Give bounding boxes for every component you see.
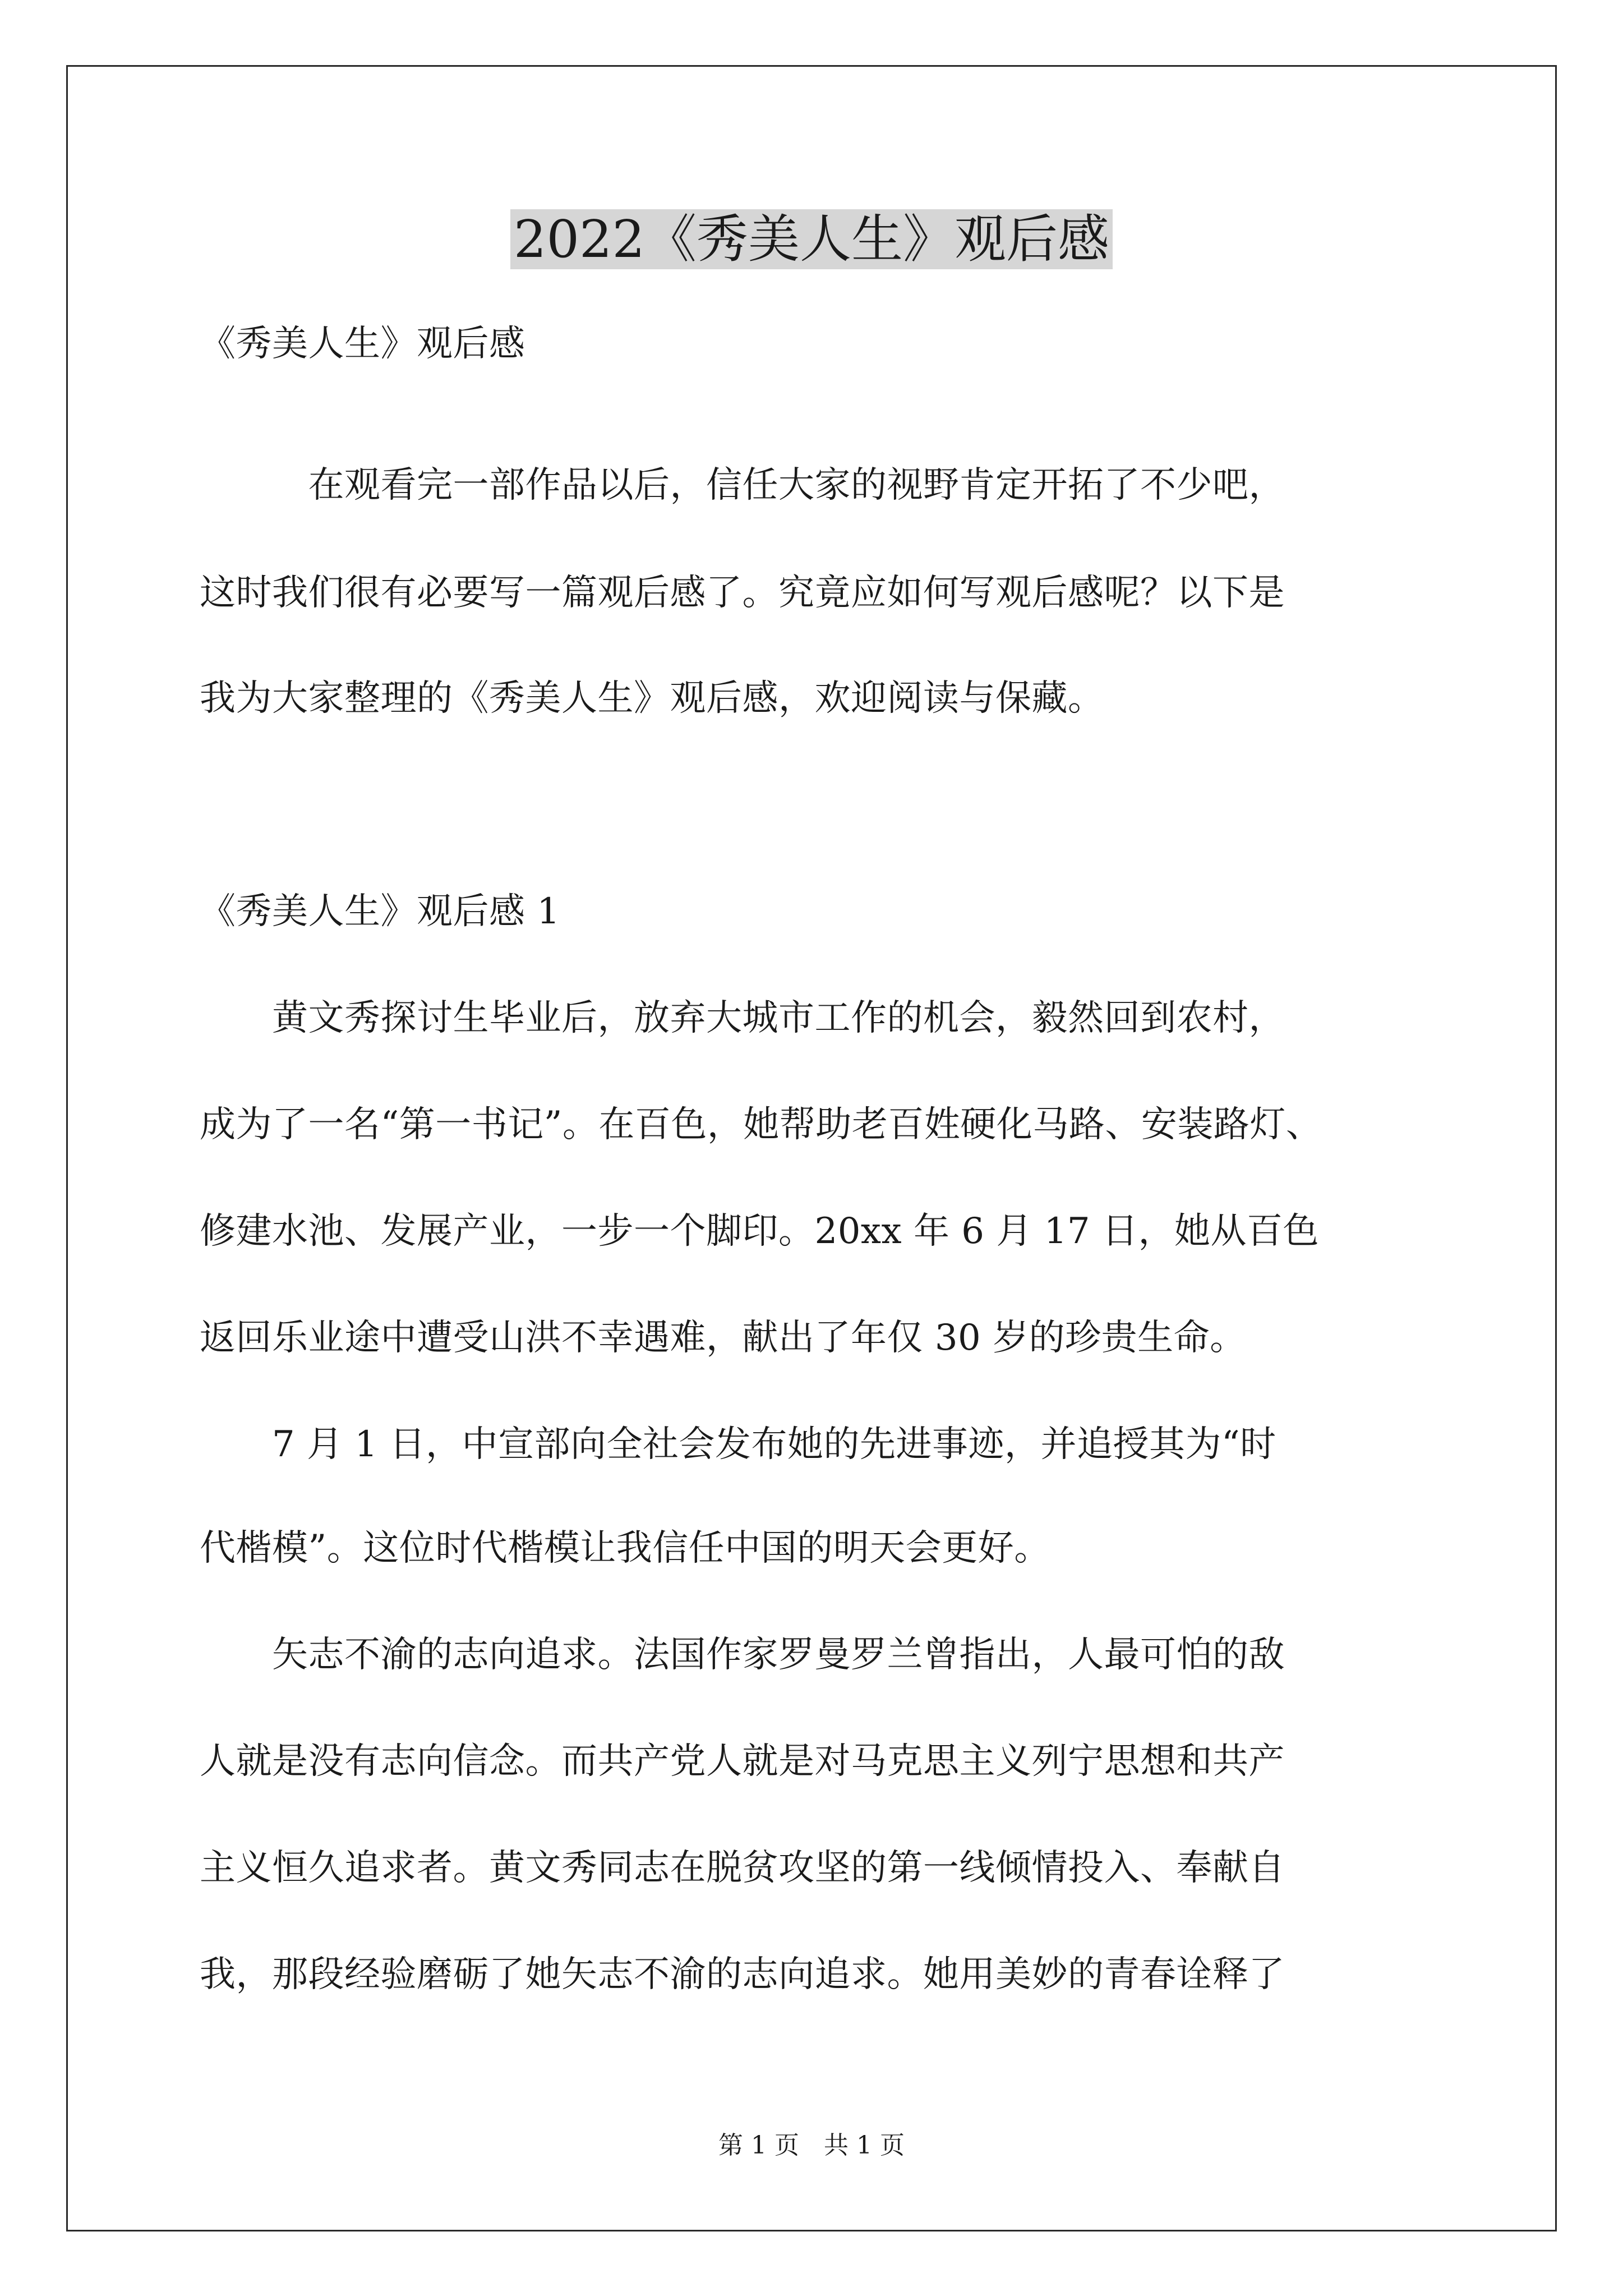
paragraph-line: 我，那段经验磨砺了她矢志不渝的志向追求。她用美妙的青春诠释了 bbox=[200, 1954, 1285, 1995]
paragraph-line: 修建水池、发展产业，一步一个脚印。20xx 年 6 月 17 日，她从百色 bbox=[200, 1211, 1319, 1252]
subtitle-line: 《秀美人生》观后感 bbox=[200, 323, 525, 365]
paragraph-line: 这时我们很有必要写一篇观后感了。究竟应如何写观后感呢？以下是 bbox=[200, 572, 1285, 614]
paragraph-line: 返回乐业途中遭受山洪不幸遇难，献出了年仅 30 岁的珍贵生命。 bbox=[200, 1317, 1246, 1359]
paragraph-line: 人就是没有志向信念。而共产党人就是对马克思主义列宁思想和共产 bbox=[200, 1741, 1285, 1782]
paragraph-line: 代楷模”。这位时代楷模让我信任中国的明天会更好。 bbox=[200, 1527, 1050, 1569]
section-heading: 《秀美人生》观后感 1 bbox=[200, 891, 560, 932]
document-title: 2022《秀美人生》观后感 bbox=[0, 203, 1623, 276]
paragraph-line: 7 月 1 日，中宣部向全社会发布她的先进事迹，并追授其为“时 bbox=[200, 1424, 1276, 1465]
paragraph-line: 黄文秀探讨生毕业后，放弃大城市工作的机会，毅然回到农村， bbox=[200, 997, 1285, 1039]
paragraph-line: 矢志不渝的志向追求。法国作家罗曼罗兰曾指出，人最可怕的敌 bbox=[200, 1634, 1285, 1676]
paragraph-line: 成为了一名“第一书记”。在百色，她帮助老百姓硬化马路、安装路灯、 bbox=[200, 1104, 1322, 1145]
paragraph-line: 主义恒久追求者。黄文秀同志在脱贫攻坚的第一线倾情投入、奉献自 bbox=[200, 1847, 1285, 1889]
paragraph-line: 在观看完一部作品以后，信任大家的视野肯定开拓了不少吧， bbox=[200, 464, 1285, 506]
page-footer: 第 1 页 共 1 页 bbox=[718, 2131, 905, 2160]
paragraph-line: 我为大家整理的《秀美人生》观后感，欢迎阅读与保藏。 bbox=[200, 678, 1104, 719]
